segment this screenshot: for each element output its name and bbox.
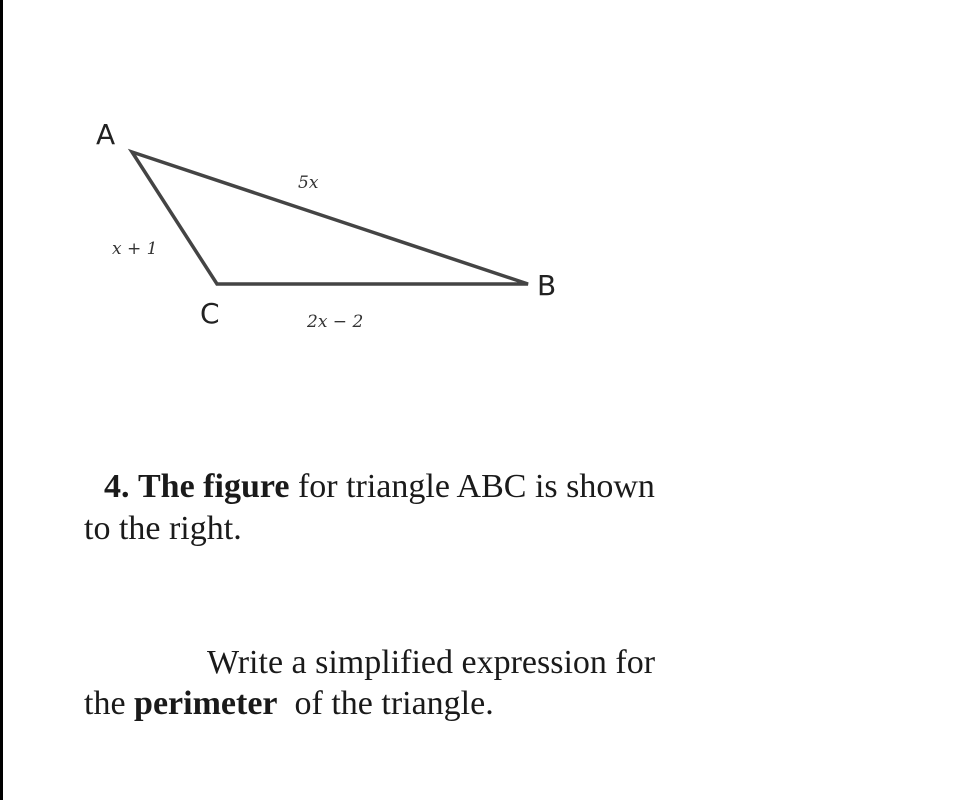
vertex-label-b: B	[537, 269, 557, 302]
instruction-bold-word: perimeter	[134, 685, 278, 722]
instruction-line-1: Write a simplified expression for	[207, 644, 656, 681]
question-number: 4.	[104, 468, 130, 505]
question-bold-phrase: The figure	[138, 468, 290, 505]
question-text: for triangle ABC is shown	[289, 468, 655, 505]
side-label-cb: 2x − 2	[307, 312, 364, 332]
question-line-2: to the right.	[84, 510, 242, 547]
vertex-label-c: C	[200, 297, 220, 330]
triangle-abc	[132, 152, 528, 284]
vertex-label-a: A	[96, 118, 116, 151]
instruction-pre-bold: the	[84, 685, 135, 722]
side-label-ac: x + 1	[112, 239, 158, 259]
question-line-1	[104, 466, 655, 507]
instruction-line-2	[84, 683, 494, 724]
instruction-post-bold: of the triangle.	[277, 685, 494, 722]
side-label-ab: 5x	[298, 173, 319, 193]
